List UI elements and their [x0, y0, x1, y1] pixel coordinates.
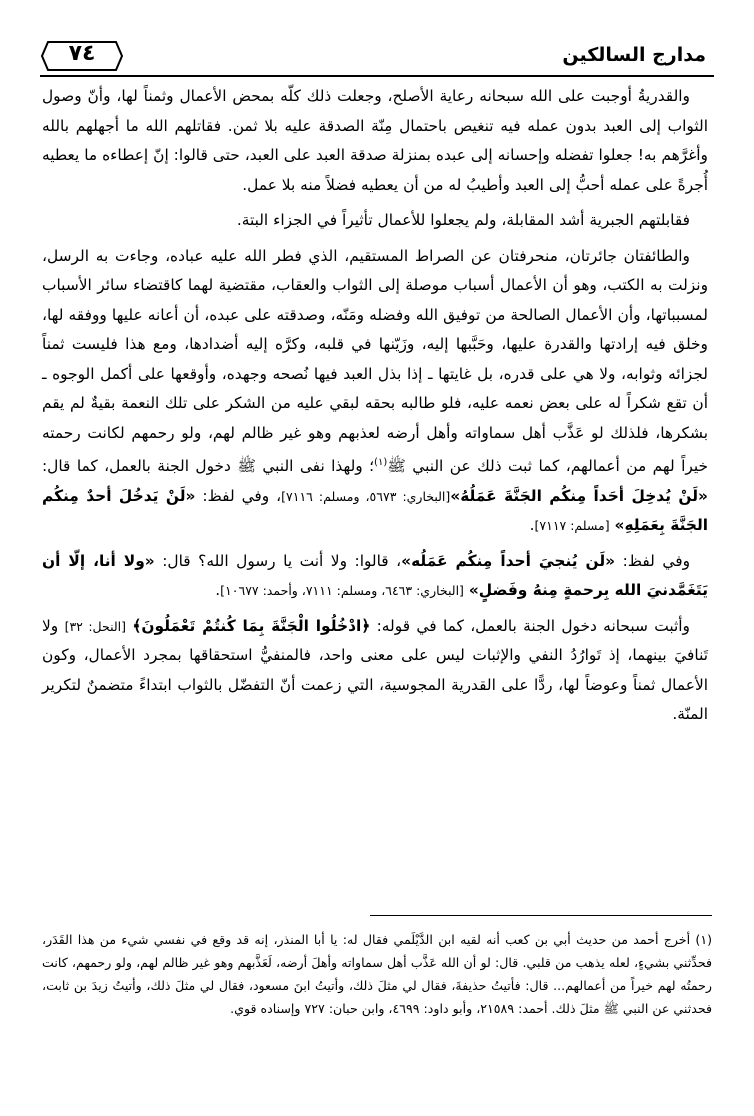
paragraph-another-wording: وفي لفظ: «لَن يُنجيَ أحداً مِنكُم عَمَلُه»، قالوا: ولا أنت يا رسول الله؟ قال: «ولا أنا، إلّا أن يَتَغَمَّدنيَ الله بِرحمةٍ مِنهُ وفَضلٍ» [البخاري: ٦٤٦٣، ومسلم: ٧١١١، وأحمد: ١٠٦٧٧]. [42, 551, 708, 600]
paragraph-another-wording-mid: ، قالوا: ولا أنت يا رسول الله؟ قال: [154, 551, 402, 570]
hadith-quote-3: «لَن يُنجيَ أحداً مِنكُم عَمَلُه» [401, 551, 616, 570]
page-header [40, 40, 712, 76]
paragraph-affirmation [42, 612, 708, 730]
paragraph-another-wording-start: وفي لفظ: [615, 551, 691, 570]
footnotes [42, 928, 712, 1020]
paragraph-two-groups-text: والطائفتان جائرتان، منحرفتان عن الصراط المستقيم، الذي فطر الله عليه عباده، وجاءت به الرسل، ونزلت به الكتب، وهو أن الأعمال أسباب موصلة إلى الثواب والعقاب، مقتضية لهما كاقتضاء سائر الأسباب لمسبباتها، وأن الأعمال الصالحة من توفيق الله وفضله ومَنّه، وصدقته على عبده، أن أعانه عليها ووفقه لها، وخلق فيه إرادتها والقدرة عليها، وحَبَّبها إليه، وزَيّنها في قلبه، وكرَّه إليه أضدادها، ومع هذا فليست ثمناً لجزائه وثوابه، ولا هي على قدره، بل غايتها ـ إذا بذل العبد فيها نُصحه وجهده، وأوقعها على أكمل الوجوه ـ أن تقع شكراً له على بعض نعمه عليه، فلو طالبه بحقه لبقي عليه من الشكر على تلك النعمة بقيةٌ لم يقم بشكرها، فلذلك لو عَذَّب أهل سماواته وأهل أرضه لعذبهم وهو غير ظالم لهم، ولو رحمهم لكانت رحمته خيراً لهم من أعمالهم، كما ثبت ذلك عن النبي ﷺ [42, 246, 709, 476]
paragraph-affirmation-start: وأثبت سبحانه دخول الجنة بالعمل، كما في قوله: [370, 616, 690, 635]
quran-reference: [النحل: ٣٢] [64, 618, 127, 634]
main-text [42, 82, 708, 736]
paragraph-qadariyya: والقدريةُ أوجبت على الله سبحانه رعاية الأصلح، وجعلت ذلك كلّه بمحض الأعمال وثمناً لها، وأنّ وصول الثواب إلى العبد بدون عمله فيه تنغيص باحتمال مِنّة الصدقة عليه بلا ثمن. فقاتلهم الله ما أجهلهم بالله وأغرَّهم به! جعلوا تفضله وإحسانه إلى عبده بمنزلة صدقة العبد على العبد، حتى قالوا: إنّ إعطاءه ما يعطيه أُجرةً على عمله أحبُّ إلى العبد وأطيبُ له من أن يعطيه فضلاً منه بلا عمل. [42, 87, 708, 194]
footnote-divider [370, 915, 712, 916]
footnote-marker[interactable]: (١) [374, 457, 388, 468]
paragraph-jabriyya: فقابلتهم الجبرية أشد المقابلة، ولم يجعلوا للأعمال تأثيراً في الجزاء البتة. [236, 211, 690, 229]
quran-verse: ﴿ادْخُلُوا الْجَنَّةَ بِمَا كُنتُمْ تَعْمَلُونَ﴾ [132, 616, 371, 635]
paragraph-two-groups-cont: ؛ ولهذا نفى النبي ﷺ دخول الجنة بالعمل، كما قال: [42, 457, 375, 476]
book-title: مدارج السالكين [562, 44, 706, 66]
paragraph-two-groups-cont2: ، وفي لفظ: [195, 486, 282, 505]
page-number-frame [40, 40, 124, 72]
header-divider [40, 75, 714, 77]
hadith-reference-3: [البخاري: ٦٤٦٣، ومسلم: ٧١١١، وأحمد: ١٠٦٧٧] [220, 583, 464, 599]
hadith-quote-1: «لَنْ يُدخِلَ أحَداً مِنكُم الجَنَّةَ عَمَلُهُ» [450, 486, 708, 505]
footnote-1: (١) أخرج أحمد من حديث أبي بن كعب أنه لقيه ابن الدَّيْلَمي فقال له: يا أبا المنذر، إنه قد وقع في نفسي شيء من هذا القَدَر، فحدِّثني بشيءٍ، لعله يذهب من قلبي. قال: لو أن الله عَذَّب أهل سماواته وأهلَ أرضه، لَعَذَّبهم وهو غير ظالم لهم، ولو رحمهم، كانت رحمتُه لهم خيراً من أعمالهم... قال: فأتيتُ حذيفةَ، فقال لي مثلَ ذلك، وأتيتُ ابنَ مسعود، فقال لي مثلَ ذلك، وأتيتُ زيدَ بن ثابت، فحدثني عن النبي ﷺ مثلَ ذلك. أحمد: ٢١٥٨٩، وأبو داود: ٤٦٩٩، وابن حبان: ٧٢٧ وإسناده قوي. [42, 932, 712, 1016]
paragraph-two-groups: والطائفتان جائرتان، منحرفتان عن الصراط المستقيم، الذي فطر الله عليه عباده، وجاءت به الرسل، ونزلت به الكتب، وهو أن الأعمال أسباب موصلة إلى الثواب والعقاب، مقتضية لهما كاقتضاء سائر الأسباب لمسبباتها، وأن الأعمال الصالحة من توفيق الله وفضله ومَنّه، وصدقته على عبده، أن أعانه عليها ووفقه لها، وخلق فيه إرادتها والقدرة عليها، وحَبَّبها إليه، وزَيّنها في قلبه، وكرَّه إليه أضدادها، ومع هذا فليست ثمناً لجزائه وثوابه، ولا هي على قدره، بل غايتها ـ إذا بذل العبد فيها نُصحه وجهده، وأوقعها على أكمل الوجوه ـ أن تقع شكراً له على بعض نعمه عليه، فلو طالبه بحقه لبقي عليه من الشكر على تلك النعمة بقيةٌ لم يقم بشكرها، فلذلك لو عَذَّب أهل سماواته وأهل أرضه لعذبهم وهو غير ظالم لهم، ولو رحمهم لكانت رحمته خيراً لهم من أعمالهم، كما ثبت ذلك عن النبي ﷺ$^{(١)}$؛ ولهذا نفى النبي ﷺ دخول الجنة بالعمل، كما قال: «لَنْ يُدخِلَ أحَداً مِنكُم الجَنَّةَ عَمَلُهُ»[البخاري: ٥٦٧٣، ومسلم: ٧١١٦]، وفي لفظ: «لَنْ يَدخُلَ أحدٌ مِنكُم الجَنَّةَ بِعَمَلِهِ» [مسلم: ٧١١٧]. [42, 246, 709, 535]
hadith-quote-2: «لَنْ يَدخُلَ أحدٌ مِنكُم الجَنَّةَ بِعَمَلِهِ» [42, 486, 708, 535]
hadith-reference-2: [مسلم: ٧١١٧] [534, 518, 610, 534]
hadith-reference-1: [البخاري: ٥٦٧٣، ومسلم: ٧١١٦] [281, 488, 451, 504]
hadith-quote-4: «ولا أنا، إلّا أن يَتَغَمَّدنيَ الله بِرحمةٍ مِنهُ وفَضلٍ» [42, 551, 708, 600]
paragraph-affirmation-rest: ولا تَنافيَ بينهما، إذ تَوارُدُ النفي والإثبات ليس على معنى واحد، فالمنفيُّ استحقاقها بمجرد الأعمال، وكون الأعمال ثمناً وعوضاً لها، ردًّا على القدرية المجوسية، التي زعمت أنّ التفضّل بالثواب ابتداءً متضمنٌ لتكرير المنّة. [42, 616, 708, 724]
page-number: ٧٤ [68, 41, 96, 66]
